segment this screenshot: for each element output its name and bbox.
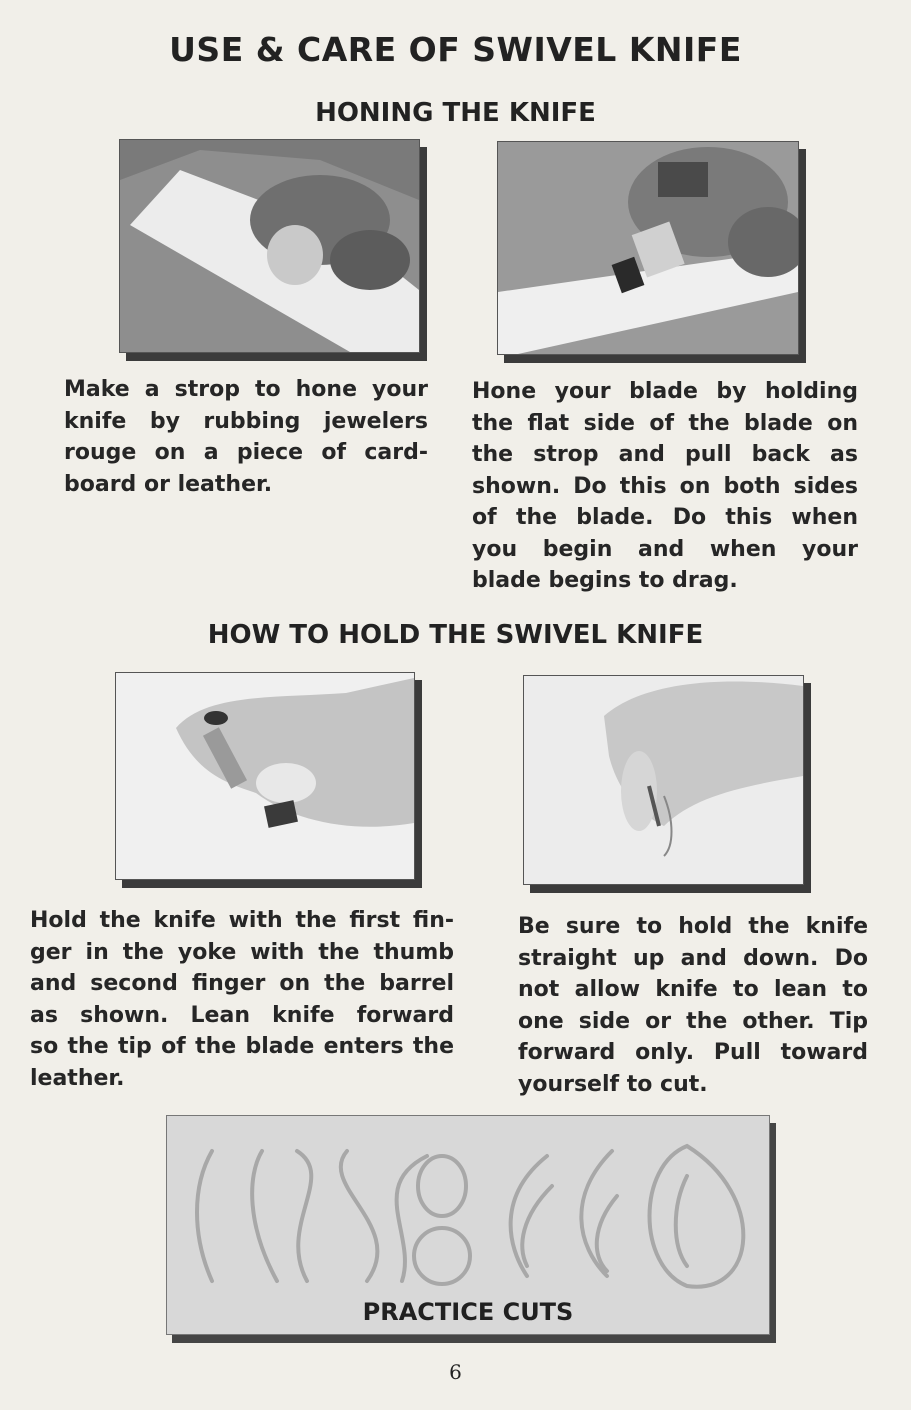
honing-heading: HONING THE KNIFE <box>315 98 596 128</box>
caption-line: as shown. Lean knife forward <box>30 1002 454 1028</box>
practice-cuts-label: PRACTICE CUTS <box>362 1298 574 1326</box>
caption-line: not allow knife to lean to <box>518 977 868 1002</box>
page-title: USE & CARE OF SWIVEL KNIFE <box>169 30 742 69</box>
honing-right-caption <box>472 376 858 597</box>
caption-line: rouge on a piece of card- <box>64 440 428 465</box>
caption-line: so the tip of the blade enters the <box>30 1034 454 1059</box>
caption-line: yourself to cut. <box>518 1071 708 1097</box>
honing-left-caption <box>64 374 428 500</box>
caption-line: forward only. Pull toward <box>518 1040 868 1065</box>
photo-honing-blade <box>497 141 799 355</box>
caption-line: of the blade. Do this when <box>472 505 858 530</box>
caption-line: the flat side of the blade on <box>472 410 858 436</box>
caption-line: straight up and down. Do <box>518 945 868 971</box>
caption-line: the strop and pull back as <box>472 442 858 467</box>
caption-line: Hold the knife with the first fin- <box>30 908 454 933</box>
caption-line: knife by rubbing jewelers <box>64 408 428 434</box>
caption-line: shown. Do this on both sides <box>472 473 858 499</box>
caption-line: Hone your blade by holding <box>472 379 858 404</box>
caption-line: Be sure to hold the knife <box>518 914 868 939</box>
caption-line: and second finger on the barrel <box>30 971 454 996</box>
photo-strop-rubbing <box>119 139 420 353</box>
holding-right-caption <box>518 911 868 1100</box>
practice-cuts-panel <box>166 1115 770 1335</box>
holding-left-caption <box>30 905 454 1094</box>
page-number: 6 <box>449 1360 462 1384</box>
holding-heading: HOW TO HOLD THE SWIVEL KNIFE <box>207 620 704 650</box>
caption-line: board or leather. <box>64 471 273 497</box>
caption-line: blade begins to drag. <box>472 568 738 593</box>
caption-line: Make a strop to hone your <box>64 377 428 402</box>
caption-line: leather. <box>30 1065 125 1091</box>
photo-grip-side <box>115 672 415 880</box>
caption-line: ger in the yoke with the thumb <box>30 939 454 965</box>
caption-line: you begin and when your <box>472 536 858 562</box>
caption-line: one side or the other. Tip <box>518 1008 868 1034</box>
photo-grip-upright <box>523 675 804 885</box>
